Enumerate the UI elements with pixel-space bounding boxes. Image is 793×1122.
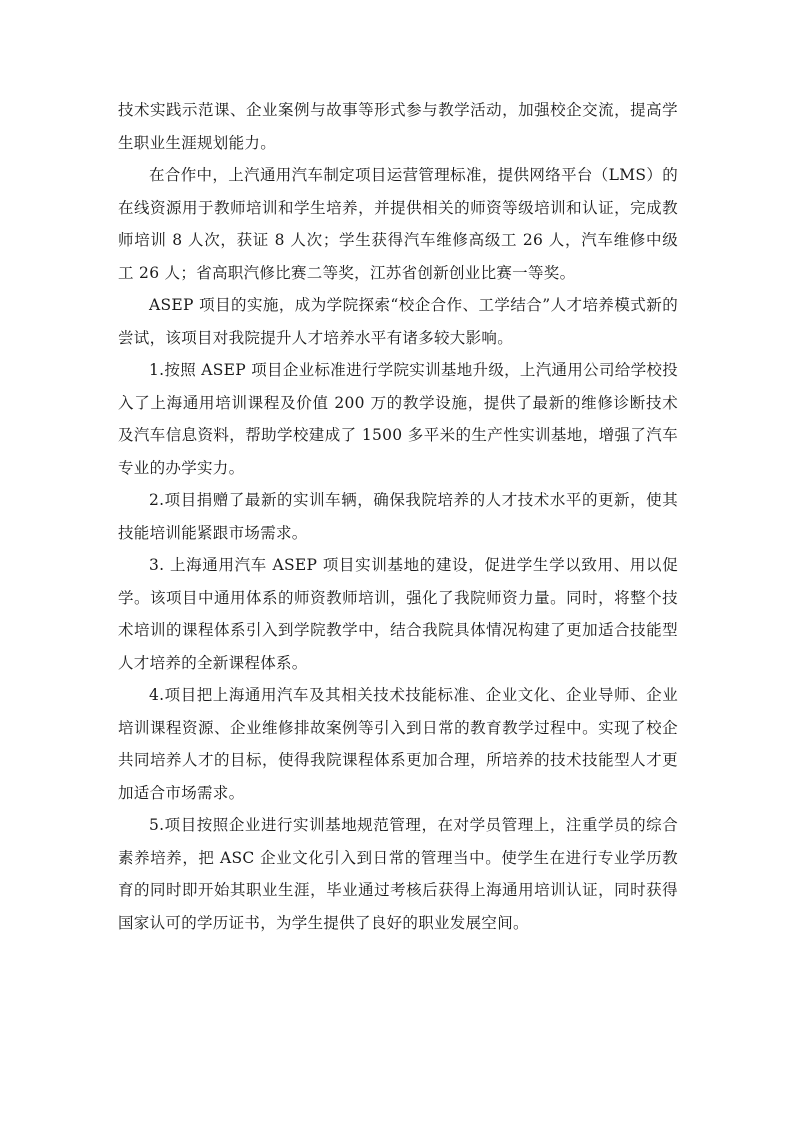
paragraph-item-5: 5.项目按照企业进行实训基地规范管理，在对学员管理上，注重学员的综合素养培养，把 ASC 企业文化引入到日常的管理当中。使学生在进行专业学历教育的同时即开始其职业生涯，毕业通过考核后获得上海通用培训认证，同时获得国家认可的学历证书，为学生提供了良好的职业发展空间。: [118, 816, 678, 932]
document-page: [118, 94, 678, 939]
paragraph-cooperation: 在合作中，上汽通用汽车制定项目运营管理标准，提供网络平台（LMS）的在线资源用于教师培训和学生培养，并提供相关的师资等级培训和认证，完成教师培训 8 人次，获证 8 人次；学生获得汽车维修高级工 26 人，汽车维修中级工 26 人；省高职汽修比赛二等奖，江苏省创新创业比赛一等奖。: [118, 166, 678, 282]
paragraph-item-2: 2.项目捐赠了最新的实训车辆，确保我院培养的人才技术水平的更新，使其技能培训能紧跟市场需求。: [118, 491, 678, 542]
paragraph-item-4: 4.项目把上海通用汽车及其相关技术技能标准、企业文化、企业导师、企业培训课程资源、企业维修排故案例等引入到日常的教育教学过程中。实现了校企共同培养人才的目标，使得我院课程体系更加合理，所培养的技术技能型人才更加适合市场需求。: [118, 686, 678, 802]
paragraph-item-1: 1.按照 ASEP 项目企业标准进行学院实训基地升级，上汽通用公司给学校投入了上海通用培训课程及价值 200 万的教学设施，提供了最新的维修诊断技术及汽车信息资料，帮助学校建成了 1500 多平米的生产性实训基地，增强了汽车专业的办学实力。: [118, 361, 678, 477]
paragraph-continuation: 技术实践示范课、企业案例与故事等形式参与教学活动，加强校企交流，提高学生职业生涯规划能力。: [118, 101, 678, 152]
paragraph-asep-intro: ASEP 项目的实施，成为学院探索“校企合作、工学结合”人才培养模式新的尝试，该项目对我院提升人才培养水平有诸多较大影响。: [118, 296, 678, 347]
paragraph-item-3: 3. 上海通用汽车 ASEP 项目实训基地的建设，促进学生学以致用、用以促学。该项目中通用体系的师资教师培训，强化了我院师资力量。同时，将整个技术培训的课程体系引入到学院教学中，结合我院具体情况构建了更加适合技能型人才培养的全新课程体系。: [118, 556, 678, 672]
